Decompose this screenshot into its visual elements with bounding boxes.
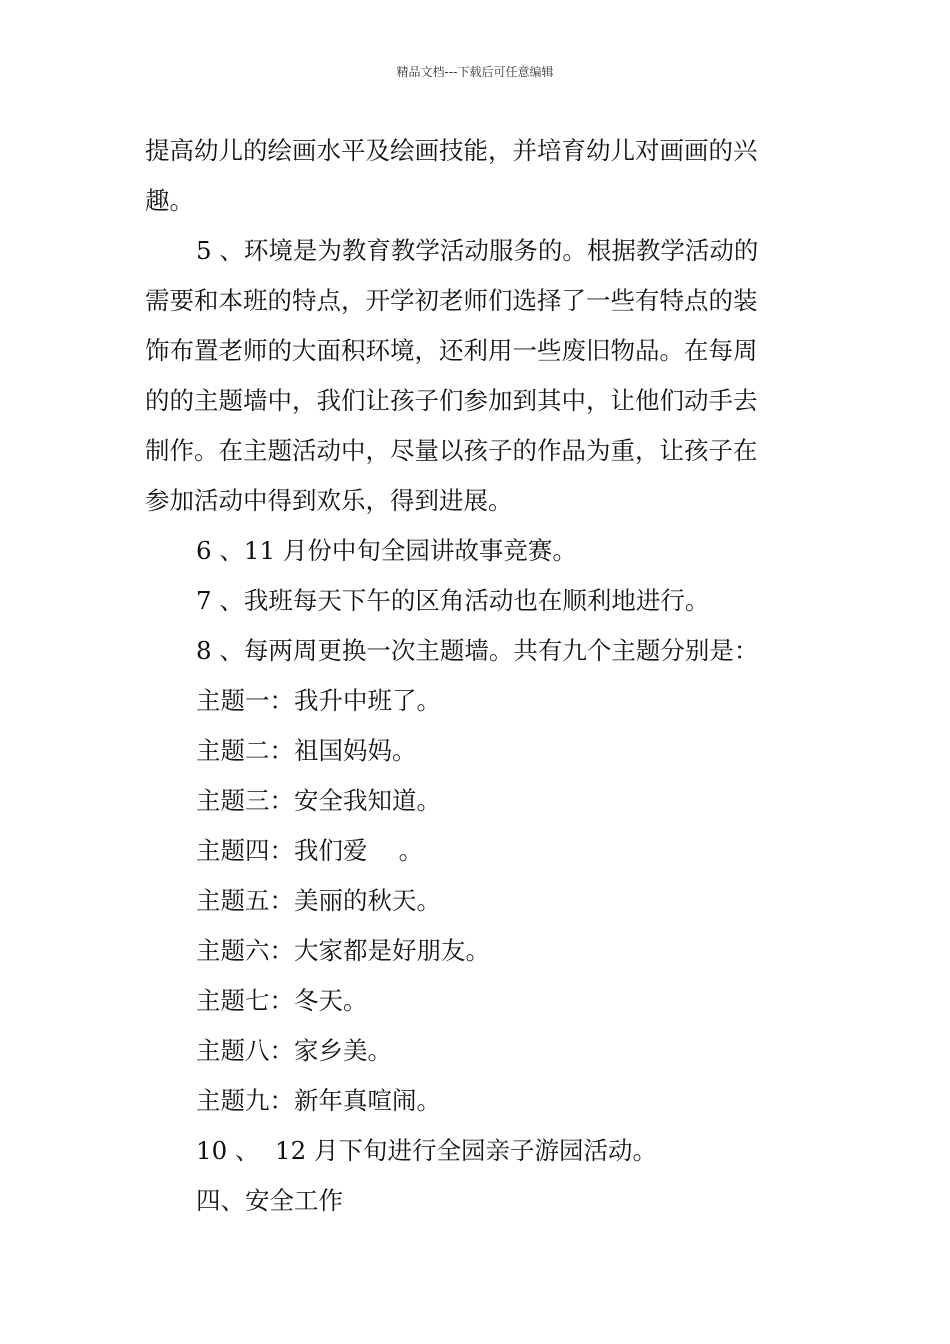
paragraph-line: 的的主题墙中，我们让孩子们参加到其中，让他们动手去 (145, 386, 758, 415)
document-body (145, 126, 810, 1226)
theme-item-4: 主题四：我们爱 。 (196, 836, 424, 865)
paragraph-line: 5 、环境是为教育教学活动服务的。根据教学活动的 (196, 236, 759, 265)
theme-item-5: 主题五：美丽的秋天。 (196, 886, 441, 915)
theme-item-3: 主题三：安全我知道。 (196, 786, 441, 815)
theme-item-6: 主题六：大家都是好朋友。 (196, 936, 490, 965)
paragraph-line: 需要和本班的特点，开学初老师们选择了一些有特点的装 (145, 286, 758, 315)
theme-item-8: 主题八：家乡美。 (196, 1036, 392, 1065)
paragraph-line: 提高幼儿的绘画水平及绘画技能，并培育幼儿对画画的兴 (145, 136, 758, 165)
paragraph-line: 趣。 (145, 186, 194, 215)
list-item-8: 8 、每两周更换一次主题墙。共有九个主题分别是： (196, 636, 759, 665)
section-heading: 四、安全工作 (196, 1186, 343, 1215)
paragraph-line: 制作。在主题活动中，尽量以孩子的作品为重，让孩子在 (145, 436, 758, 465)
page-header: 精品文档---下载后可任意编辑 (396, 65, 554, 79)
list-item-10: 10 、 12 月下旬进行全园亲子游园活动。 (196, 1136, 658, 1165)
theme-item-1: 主题一：我升中班了。 (196, 686, 441, 715)
theme-item-9: 主题九：新年真喧闹。 (196, 1086, 441, 1115)
theme-item-2: 主题二：祖国妈妈。 (196, 736, 417, 765)
paragraph-line: 参加活动中得到欢乐，得到进展。 (145, 486, 513, 515)
list-item-7: 7 、我班每天下午的区角活动也在顺利地进行。 (196, 586, 710, 615)
list-item-6: 6 、11 月份中旬全园讲故事竞赛。 (196, 536, 577, 565)
paragraph-line: 饰布置老师的大面积环境，还利用一些废旧物品。在每周 (145, 336, 758, 365)
theme-item-7: 主题七：冬天。 (196, 986, 368, 1015)
